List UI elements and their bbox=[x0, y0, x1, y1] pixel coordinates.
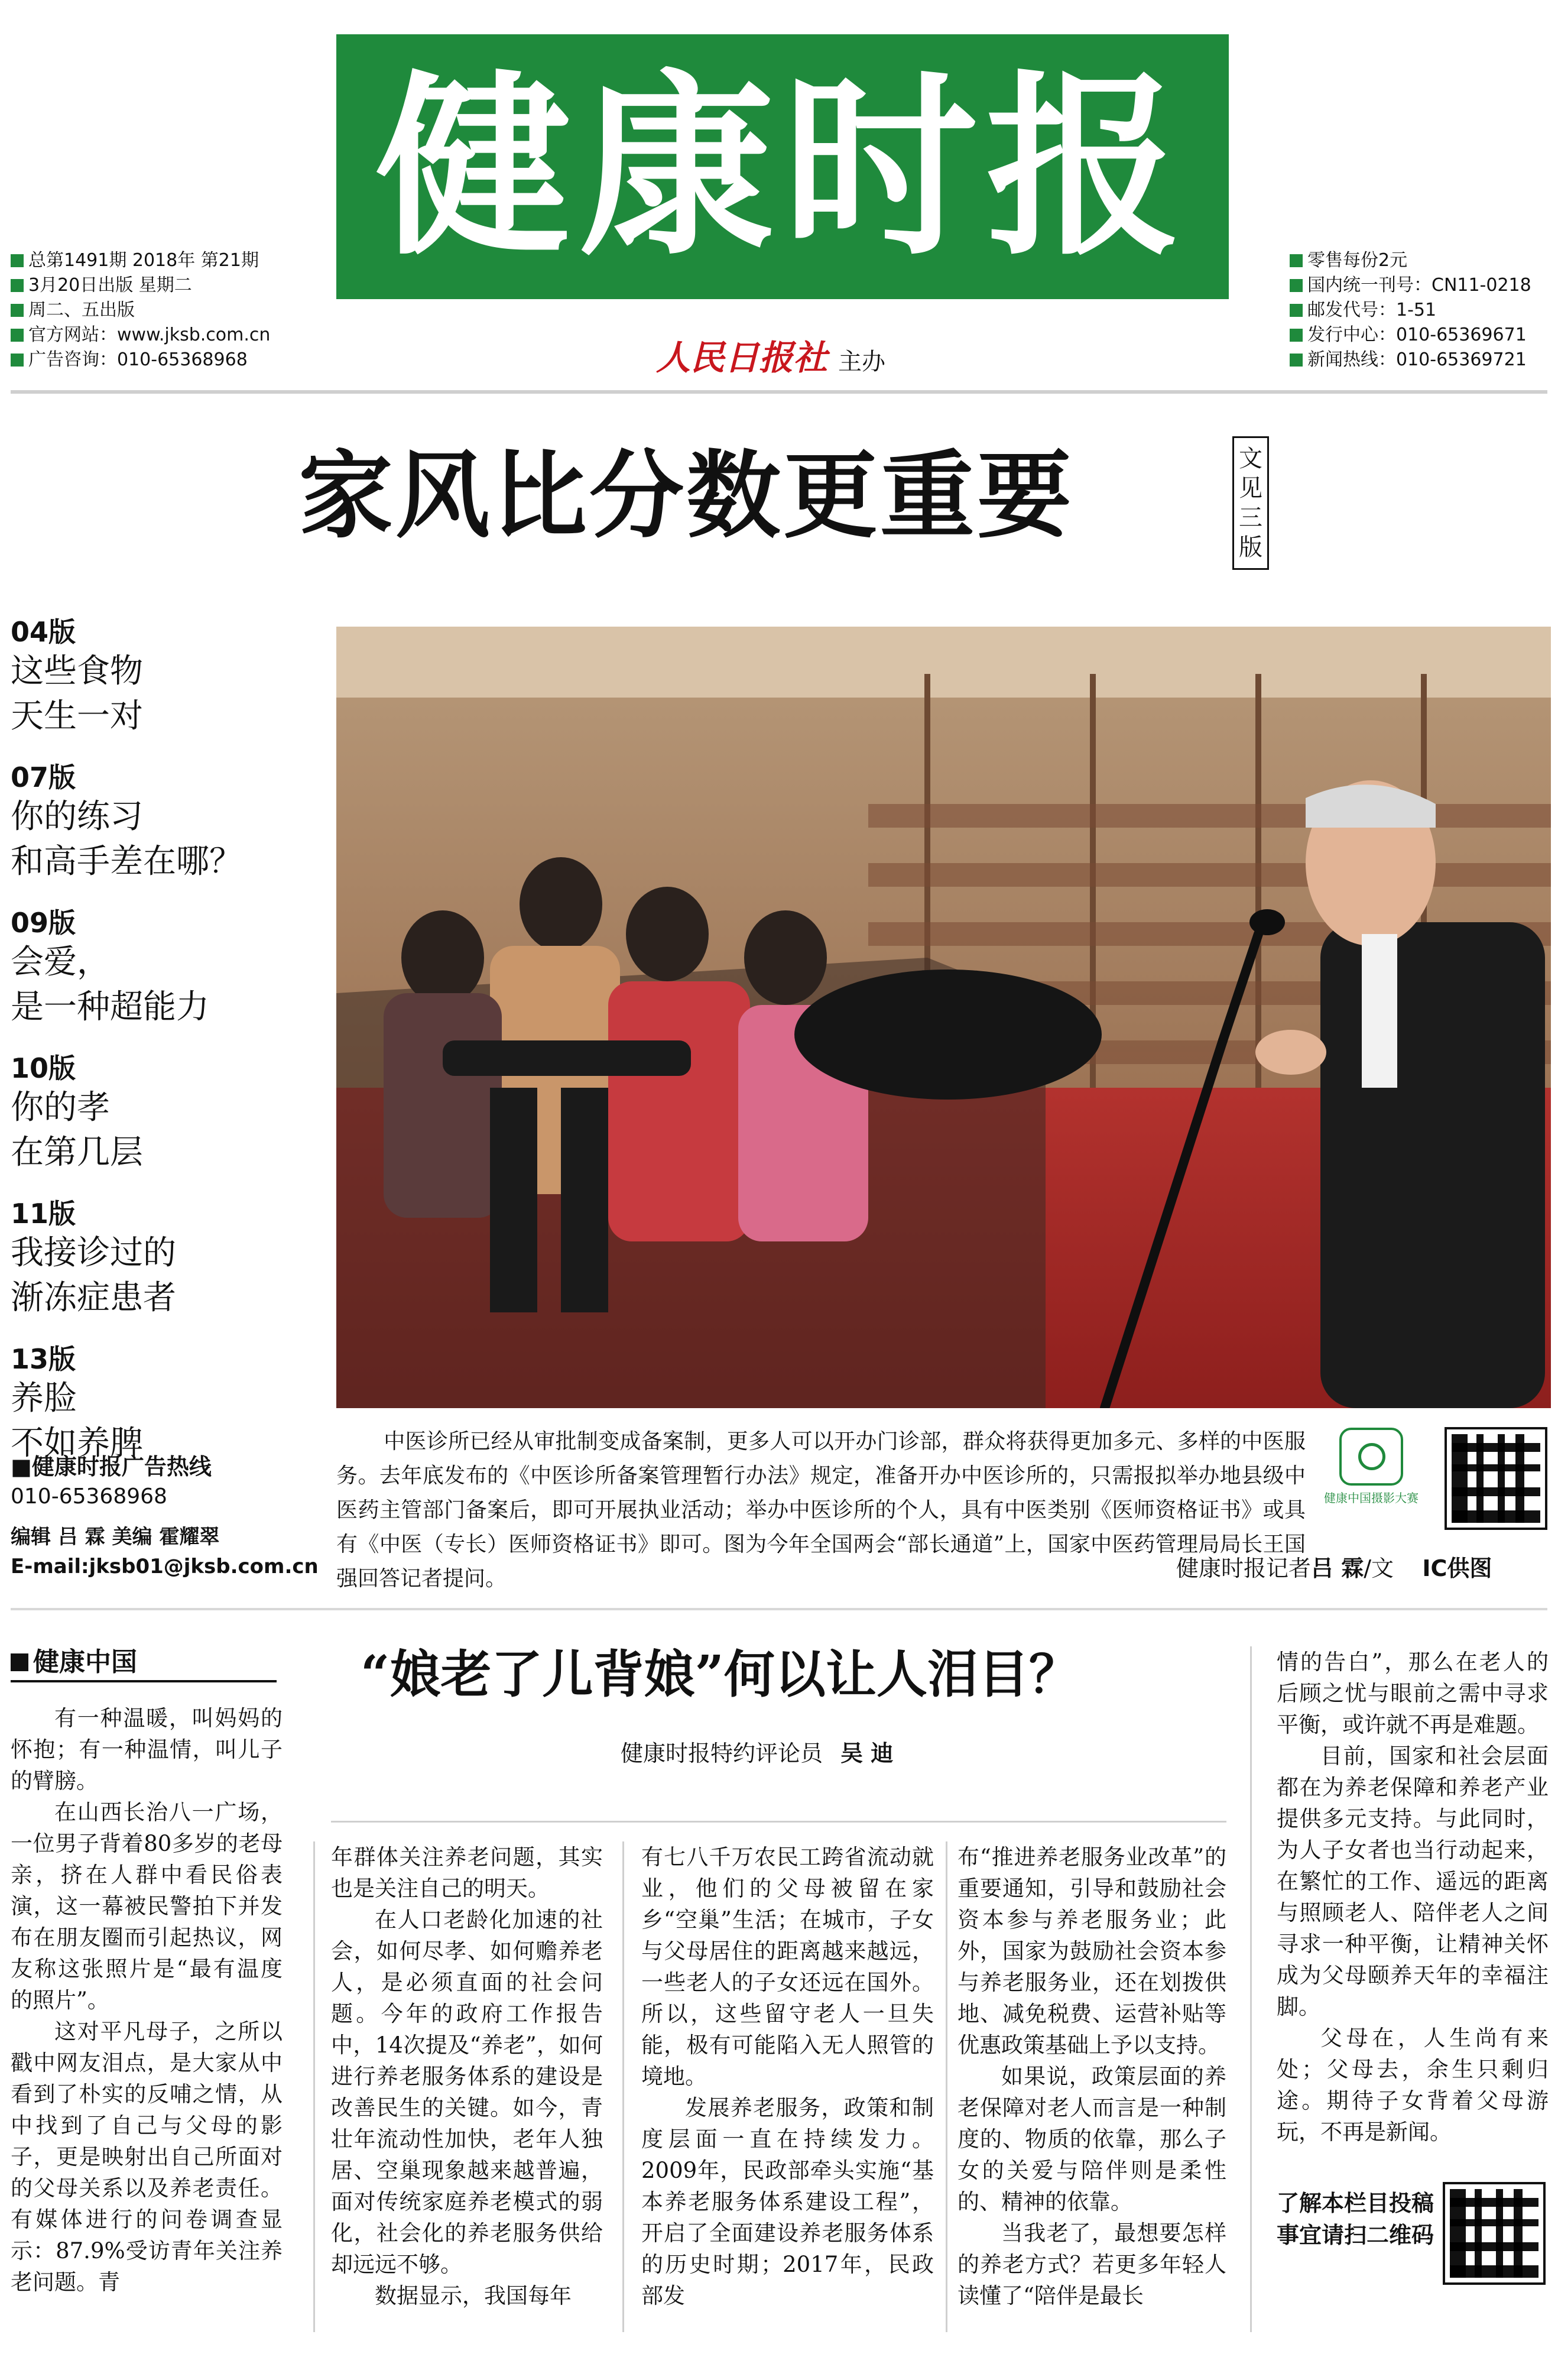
bullet-square-icon bbox=[11, 279, 24, 292]
bullet-square-icon bbox=[1290, 254, 1303, 267]
photo-credit bbox=[1176, 1550, 1492, 1583]
editors-credit: 编辑 吕 霖 美编 霍耀翠 bbox=[11, 1525, 220, 1549]
article-paragraph: 年群体关注养老问题，其实也是关注自己的明天。 bbox=[331, 1844, 603, 1901]
issue-info-item: 3月20日出版 星期二 bbox=[11, 273, 330, 298]
masthead bbox=[336, 34, 1229, 299]
article-column bbox=[641, 1841, 934, 2311]
article-paragraph: 这对平凡母子，之所以戳中网友泪点，是大家从中看到了朴实的反哺之情，从中找到了自己与父母的影子，更是映射出自己所面对的父母关系以及养老责任。有媒体进行的问卷调查显示：87.9%受访青年关注养老问题。青 bbox=[11, 2019, 283, 2295]
article-column bbox=[11, 1703, 283, 2298]
article-column bbox=[331, 1841, 603, 2311]
issue-info-item: 周二、五出版 bbox=[11, 298, 330, 323]
article-paragraph: 在山西长治八一广场，一位男子背着80多岁的老母亲，挤在人群中看民俗表演，这一幕被民警拍下并发布在朋友圈而引起热议，网友称这张照片是“最有温度的照片”。 bbox=[11, 1799, 283, 2013]
teaser-line: 天生一对 bbox=[11, 697, 143, 735]
bullet-square-icon bbox=[11, 304, 24, 317]
qr-code-icon[interactable] bbox=[1447, 1429, 1545, 1528]
bullet-square-icon bbox=[1290, 304, 1303, 317]
teaser-page: 09版 bbox=[11, 907, 76, 939]
article-column bbox=[1277, 1646, 1549, 2148]
byline bbox=[621, 1735, 893, 1768]
teaser-line: 我接诊过的 bbox=[11, 1234, 176, 1272]
lead-headline[interactable]: 家风比分数更重要 bbox=[298, 440, 1075, 551]
photo-contest-logo bbox=[1315, 1428, 1427, 1506]
teaser-item[interactable] bbox=[11, 615, 330, 739]
publication-info bbox=[1290, 248, 1550, 372]
teaser-line: 这些食物 bbox=[11, 652, 143, 690]
article-paragraph: 父母在，人生尚有来处；父母去，余生只剩归途。期待子女背着父母游玩，不再是新闻。 bbox=[1277, 2025, 1549, 2145]
newspaper-title: 健康时报 bbox=[376, 52, 1189, 281]
teaser-line: 和高手差在哪？ bbox=[11, 842, 242, 881]
teaser-line: 养脸 bbox=[11, 1379, 77, 1418]
camera-icon bbox=[1339, 1428, 1403, 1486]
opinion-headline[interactable]: “娘老了儿背娘”何以让人泪目？ bbox=[361, 1645, 1080, 1704]
teaser-item[interactable] bbox=[11, 760, 330, 884]
ad-hotline-phone: 010-65368968 bbox=[11, 1484, 167, 1509]
publisher-role: 主办 bbox=[838, 348, 886, 375]
teaser-line: 是一种超能力 bbox=[11, 988, 209, 1026]
column-divider bbox=[313, 1841, 315, 2332]
column-heading: 健康中国 bbox=[11, 1645, 277, 1682]
teaser-page: 07版 bbox=[11, 761, 76, 793]
issue-info bbox=[11, 248, 330, 372]
divider bbox=[11, 390, 1547, 394]
issue-info-item: 广告咨询：010-65368968 bbox=[11, 348, 330, 372]
article-paragraph: 当我老了，最想要怎样的养老方式？若更多年轻人读懂了“陪伴是最长 bbox=[957, 2220, 1226, 2308]
bullet-square-icon bbox=[11, 354, 24, 367]
publisher-line bbox=[656, 330, 885, 380]
teaser-line: 在第几层 bbox=[11, 1133, 143, 1172]
divider bbox=[11, 1608, 1547, 1610]
bullet-square-icon bbox=[11, 329, 24, 342]
teaser-line: 你的练习 bbox=[11, 797, 143, 836]
publication-info-item: 国内统一刊号：CN11-0218 bbox=[1290, 273, 1550, 298]
teaser-item[interactable] bbox=[11, 1051, 330, 1175]
column-divider bbox=[622, 1841, 624, 2332]
bullet-square-icon bbox=[1290, 279, 1303, 292]
credit-photo: IC供图 bbox=[1422, 1555, 1492, 1581]
teaser-line: 你的孝 bbox=[11, 1088, 110, 1127]
article-paragraph: 布“推进养老服务业改革”的重要通知，引导和鼓励社会资本参与养老服务业；此外，国家为鼓励社会资本参与养老服务业，还在划拨供地、减免税费、运营补贴等优惠政策基础上予以支持。 bbox=[957, 1844, 1226, 2058]
bullet-square-icon bbox=[11, 254, 24, 267]
credit-prefix: 健康时报记者 bbox=[1176, 1555, 1312, 1581]
byline-name: 吴 迪 bbox=[840, 1740, 894, 1766]
column-divider bbox=[946, 1841, 947, 2332]
bullet-square-icon bbox=[1290, 329, 1303, 342]
bullet-square-icon bbox=[1290, 354, 1303, 367]
publication-info-item: 新闻热线：010-65369721 bbox=[1290, 348, 1550, 372]
byline-role: 健康时报特约评论员 bbox=[621, 1740, 823, 1766]
article-column bbox=[957, 1841, 1226, 2311]
publisher-logo: 人民日报社 bbox=[656, 338, 828, 378]
contact-email[interactable]: E-mail:jksb01@jksb.com.cn bbox=[11, 1555, 319, 1578]
submission-note: 了解本栏目投稿事宜请扫二维码 bbox=[1277, 2190, 1434, 2248]
credit-suffix: /文 bbox=[1364, 1555, 1394, 1581]
teaser-item[interactable] bbox=[11, 1342, 330, 1466]
teaser-page: 10版 bbox=[11, 1052, 76, 1084]
article-paragraph: 有七八千万农民工跨省流动就业，他们的父母被留在家乡“空巢”生活；在城市，子女与父母居住的距离越来越远，一些老人的子女还远在国外。所以，这些留守老人一旦失能，极有可能陷入无人照管的境地。 bbox=[641, 1844, 934, 2089]
page-teasers bbox=[11, 615, 330, 1487]
teaser-item[interactable] bbox=[11, 1197, 330, 1321]
contest-label: 健康中国摄影大赛 bbox=[1324, 1491, 1419, 1505]
divider bbox=[331, 1821, 1226, 1823]
teaser-page: 11版 bbox=[11, 1198, 76, 1230]
teaser-page: 04版 bbox=[11, 616, 76, 648]
issue-info-item: 总第1491期 2018年 第21期 bbox=[11, 248, 330, 273]
teaser-page: 13版 bbox=[11, 1343, 76, 1375]
publication-info-item: 零售每份2元 bbox=[1290, 248, 1550, 273]
issue-info-item[interactable]: 官方网站：www.jksb.com.cn bbox=[11, 323, 330, 348]
qr-code-icon[interactable] bbox=[1445, 2184, 1543, 2282]
press-conference-photo bbox=[336, 627, 1551, 1408]
article-paragraph: 情的告白”，那么在老人的后顾之忧与眼前之需中寻求平衡，或许就不再是难题。 bbox=[1277, 1649, 1549, 1737]
publication-info-item: 发行中心：010-65369671 bbox=[1290, 323, 1550, 348]
column-marker-icon bbox=[11, 1653, 28, 1671]
see-page-tag: 文见三版 bbox=[1232, 436, 1269, 570]
publication-info-item: 邮发代号：1-51 bbox=[1290, 298, 1550, 323]
article-paragraph: 如果说，政策层面的养老保障对老人而言是一种制度的、物质的依靠，那么子女的关爱与陪伴则是柔性的、精神的依靠。 bbox=[957, 2064, 1226, 2214]
article-paragraph: 发展养老服务，政策和制度层面一直在持续发力。2009年，民政部牵头实施“基本养老服务体系建设工程”，开启了全面建设养老服务体系的历史时期；2017年，民政部发 bbox=[641, 2095, 934, 2308]
article-paragraph: 目前，国家和社会层面都在为养老保障和养老产业提供多元支持。与此同时，为人子女者也当行动起来，在繁忙的工作、遥远的距离与照顾老人、陪伴老人之间寻求一种平衡，让精神关怀成为父母颐养天年的幸福注脚。 bbox=[1277, 1743, 1549, 2019]
article-paragraph: 数据显示，我国每年 bbox=[375, 2283, 572, 2308]
article-paragraph: 有一种温暖，叫妈妈的怀抱；有一种温情，叫儿子的臂膀。 bbox=[11, 1705, 283, 1794]
teaser-line: 会爱， bbox=[11, 943, 110, 981]
teaser-line: 渐冻症患者 bbox=[11, 1279, 176, 1317]
ad-hotline-heading: ■健康时报广告热线 bbox=[11, 1454, 212, 1480]
teaser-item[interactable] bbox=[11, 906, 330, 1030]
ad-hotline-block bbox=[11, 1451, 330, 1581]
photo-caption bbox=[336, 1425, 1306, 1596]
teaser-line: 不如养脾 bbox=[11, 1424, 143, 1463]
article-paragraph: 在人口老龄化加速的社会，如何尽孝、如何赡养老人，是必须直面的社会问题。今年的政府工作报告中，14次提及“养老”，如何进行养老服务体系的建设是改善民生的关键。如今，青壮年流动性加快，老年人独居、空巢现象越来越普遍，面对传统家庭养老模式的弱化，社会化的养老服务供给却远远不够。 bbox=[331, 1907, 603, 2277]
credit-name: 吕 霖 bbox=[1311, 1555, 1364, 1581]
caption-text: 中医诊所已经从审批制变成备案制，更多人可以开办门诊部，群众将获得更加多元、多样的中医服务。去年底发布的《中医诊所备案管理暂行办法》规定，准备开办中医诊所的，只需报拟举办地县级中医药主管部门备案后，即可开展执业活动；举办中医诊所的个人，具有中医类别《医师资格证书》或具有《中医（专长）医师资格证书》即可。图为今年全国两会“部长通道”上，国家中医药管理局局长王国强回答记者提问。 bbox=[336, 1429, 1306, 1591]
column-divider bbox=[1250, 1646, 1252, 2332]
